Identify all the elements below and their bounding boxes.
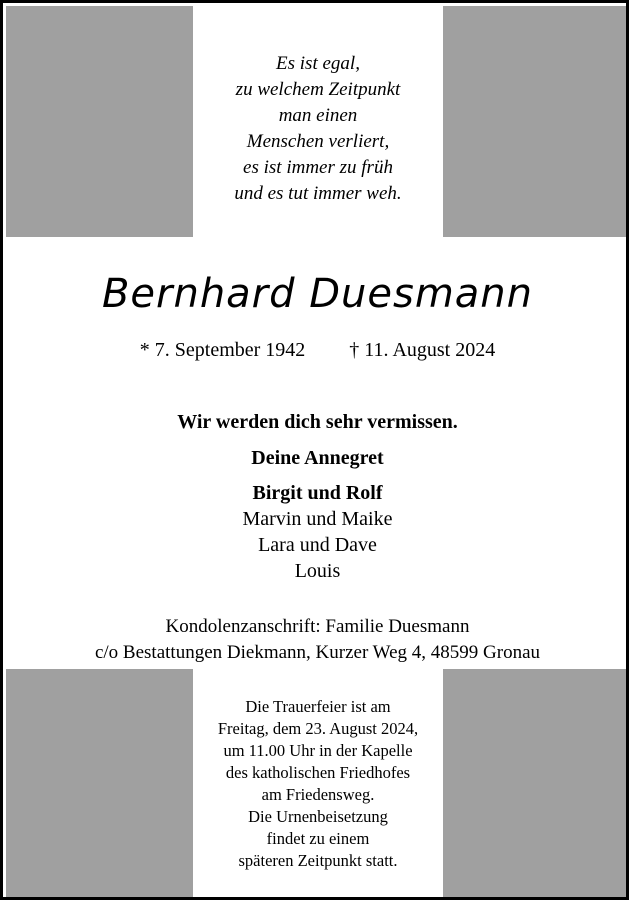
service-line: um 11.00 Uhr in der Kapelle (223, 741, 413, 760)
spouse-signature: Deine Annegret (251, 447, 384, 469)
service-line: späteren Zeitpunkt statt. (238, 851, 398, 870)
address-line: c/o Bestattungen Diekmann, Kurzer Weg 4, 48599 Gronau (94, 642, 541, 663)
family-member: Louis (294, 560, 341, 582)
motto-line: man einen (278, 105, 358, 126)
service-line: Die Urnenbeisetzung (248, 807, 388, 826)
motto-line: zu welchem Zeitpunkt (235, 79, 401, 100)
service-line: Freitag, dem 23. August 2024, (217, 719, 419, 738)
service-line: findet zu einem (266, 829, 370, 848)
farewell-message: Wir werden dich sehr vermissen. (177, 411, 458, 433)
service-line: am Friedensweg. (261, 785, 375, 804)
death-date: † 11. August 2024 (349, 339, 496, 361)
condolence-address (6, 614, 629, 666)
gray-corner-top-left (6, 6, 193, 237)
motto-verse (193, 51, 443, 207)
service-line: des katholischen Friedhofes (225, 763, 411, 782)
motto-line: es ist immer zu früh (243, 157, 393, 178)
gray-corner-bottom-left (6, 669, 193, 900)
motto-line: Es ist egal, (276, 53, 360, 74)
gray-corner-top-right (443, 6, 629, 237)
life-dates (6, 336, 629, 364)
motto-line: und es tut immer weh. (234, 183, 402, 204)
family-signatures (6, 480, 629, 584)
address-line: Kondolenzanschrift: Familie Duesmann (165, 616, 470, 637)
deceased-name: Bernhard Duesmann (101, 271, 534, 317)
funeral-service-info (193, 696, 443, 872)
motto-line: Menschen verliert, (246, 131, 390, 152)
service-line: Die Trauerfeier ist am (245, 697, 391, 716)
family-lead: Birgit und Rolf (252, 482, 383, 504)
family-member: Marvin und Maike (242, 508, 393, 530)
family-member: Lara und Dave (258, 534, 377, 556)
birth-date: * 7. September 1942 (139, 339, 306, 361)
gray-corner-bottom-right (443, 669, 629, 900)
